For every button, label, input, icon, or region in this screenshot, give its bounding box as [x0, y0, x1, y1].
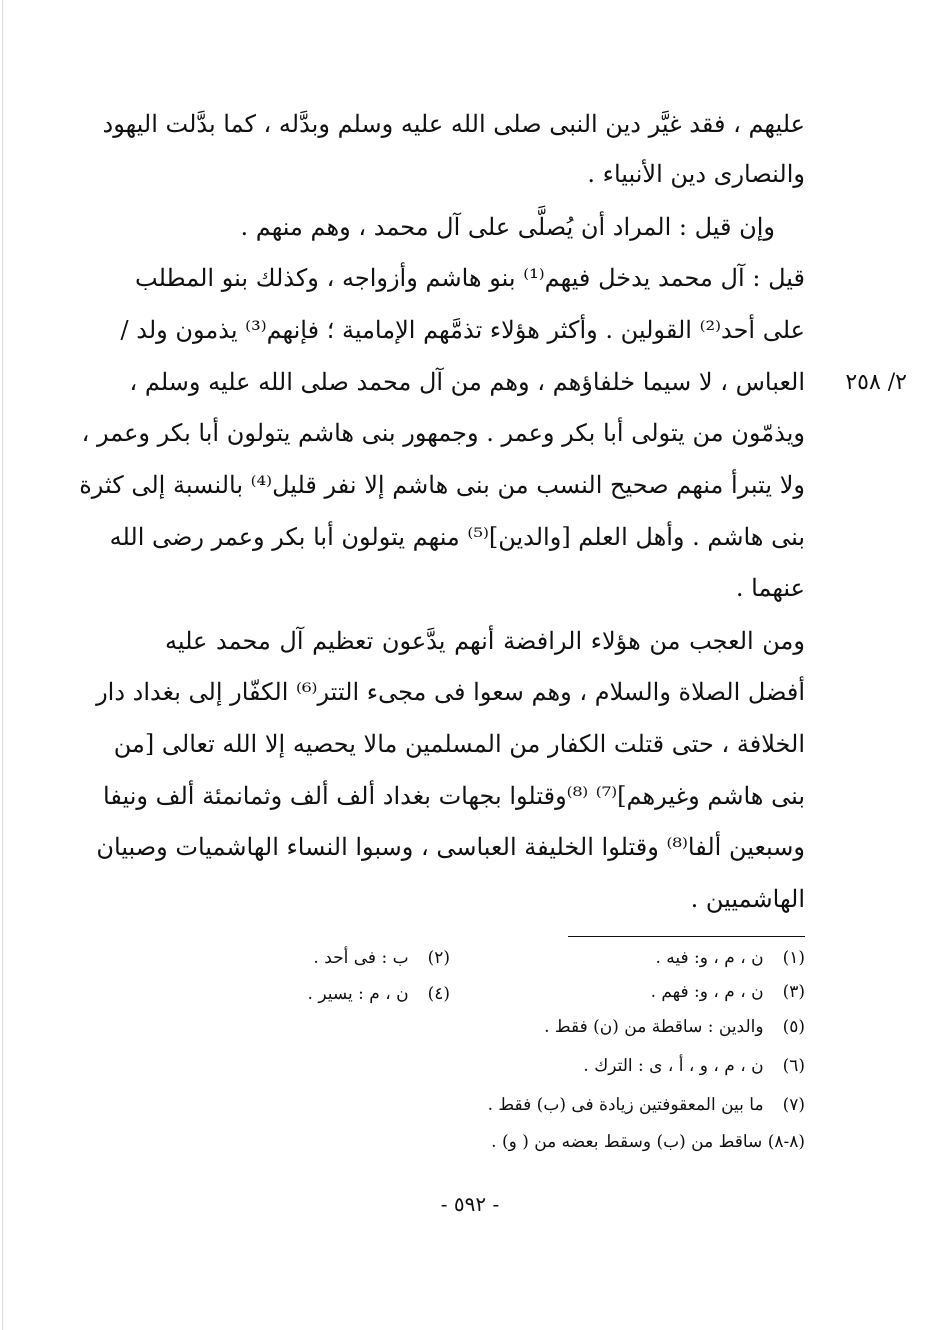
- body-line: العباس ، لا سيما خلفاؤهم ، وهم من آل محمد صلى الله عليه وسلم ،: [129, 368, 805, 396]
- scan-edge: [2, 0, 3, 1330]
- footnote-number: (٥): [782, 1017, 805, 1037]
- footnote-text: ن ، م ، و: فهم .: [650, 982, 764, 1002]
- footnote-number: (٨-٨): [767, 1132, 805, 1152]
- body-line: على أحد⁽²⁾ القولين . وأكثر هؤلاء تذمَّهم الإمامية ؛ فإنهم⁽³⁾ يذمون ولد /: [120, 316, 805, 344]
- footnote-number: (١): [782, 948, 805, 968]
- body-line: والنصارى دين الأنبياء .: [587, 160, 805, 188]
- footnote-number: (٣): [782, 982, 805, 1002]
- body-line: أفضل الصلاة والسلام ، وهم سعوا فى مجىء التتر⁽⁶⁾ الكفّار إلى بغداد دار: [96, 678, 805, 706]
- body-line: وإن قيل : المراد أن يُصلَّى على آل محمد ، وهم منهم .: [240, 213, 775, 241]
- footnote-text: ن ، م : يسير .: [307, 984, 409, 1004]
- footnote: [655, 944, 805, 972]
- footnote: [488, 1091, 805, 1119]
- footnote-text: ب : فى أحد .: [313, 948, 409, 968]
- footnote: [544, 1013, 805, 1041]
- footnote-text: ساقط من (ب) وسقط بعضه من ( و) .: [491, 1132, 763, 1152]
- body-line: ولا يتبرأ منهم صحيح النسب من بنى هاشم إلا نفر قليل⁽⁴⁾ بالنسبة إلى كثرة: [79, 471, 805, 499]
- body-line: بنى هاشم وغيرهم]⁽⁷⁾ ⁽⁸⁾وقتلوا بجهات بغداد ألف ألف وثمانمئة ألف ونيفا: [103, 782, 805, 810]
- footnote-text: ن ، م ، و ، أ ، ى : الترك .: [583, 1056, 764, 1076]
- footnote: [583, 1052, 805, 1080]
- body-line: الخلافة ، حتى قتلت الكفار من المسلمين مالا يحصيه إلا الله تعالى [من: [113, 730, 805, 758]
- footnote-number: (٧): [782, 1095, 805, 1115]
- footnote: [308, 980, 450, 1008]
- footnote-number: (٦): [782, 1056, 805, 1076]
- body-line: عنهما .: [735, 574, 805, 602]
- body-line: وسبعين ألفا⁽⁸⁾ وقتلوا الخليفة العباسى ، وسبوا النساء الهاشميات وصبيان: [96, 833, 805, 861]
- footnote: [313, 944, 450, 972]
- footnote: [491, 1128, 805, 1156]
- footnote-separator: [568, 936, 805, 937]
- body-line: عليهم ، فقد غيَّر دين النبى صلى الله عليه وسلم وبدَّله ، كما بدَّلت اليهود: [102, 110, 805, 138]
- footnote-text: والدين : ساقطة من (ن) فقط .: [544, 1017, 764, 1037]
- footnote-number: (٤): [427, 984, 450, 1004]
- footnote-text: ن ، م ، و: فيه .: [655, 948, 764, 968]
- body-line: قيل : آل محمد يدخل فيهم⁽¹⁾ بنو هاشم وأزواجه ، وكذلك بنو المطلب: [135, 264, 805, 292]
- body-line: ويذمّون من يتولى أبا بكر وعمر . وجمهور بنى هاشم يتولون أبا بكر وعمر ،: [81, 419, 805, 447]
- page-number: - ٥٩٢ -: [440, 1192, 500, 1216]
- margin-page-reference: ٢/ ٢٥٨: [845, 370, 907, 395]
- footnote: [651, 978, 805, 1006]
- footnote-number: (٢): [427, 948, 450, 968]
- body-line: الهاشميين .: [690, 885, 805, 913]
- footnote-text: ما بين المعقوفتين زيادة فى (ب) فقط .: [487, 1095, 764, 1115]
- body-line: بنى هاشم . وأهل العلم [والدين]⁽⁵⁾ منهم يتولون أبا بكر وعمر رضى الله: [109, 523, 805, 551]
- body-line: ومن العجب من هؤلاء الرافضة أنهم يدَّعون تعظيم آل محمد عليه: [165, 627, 805, 655]
